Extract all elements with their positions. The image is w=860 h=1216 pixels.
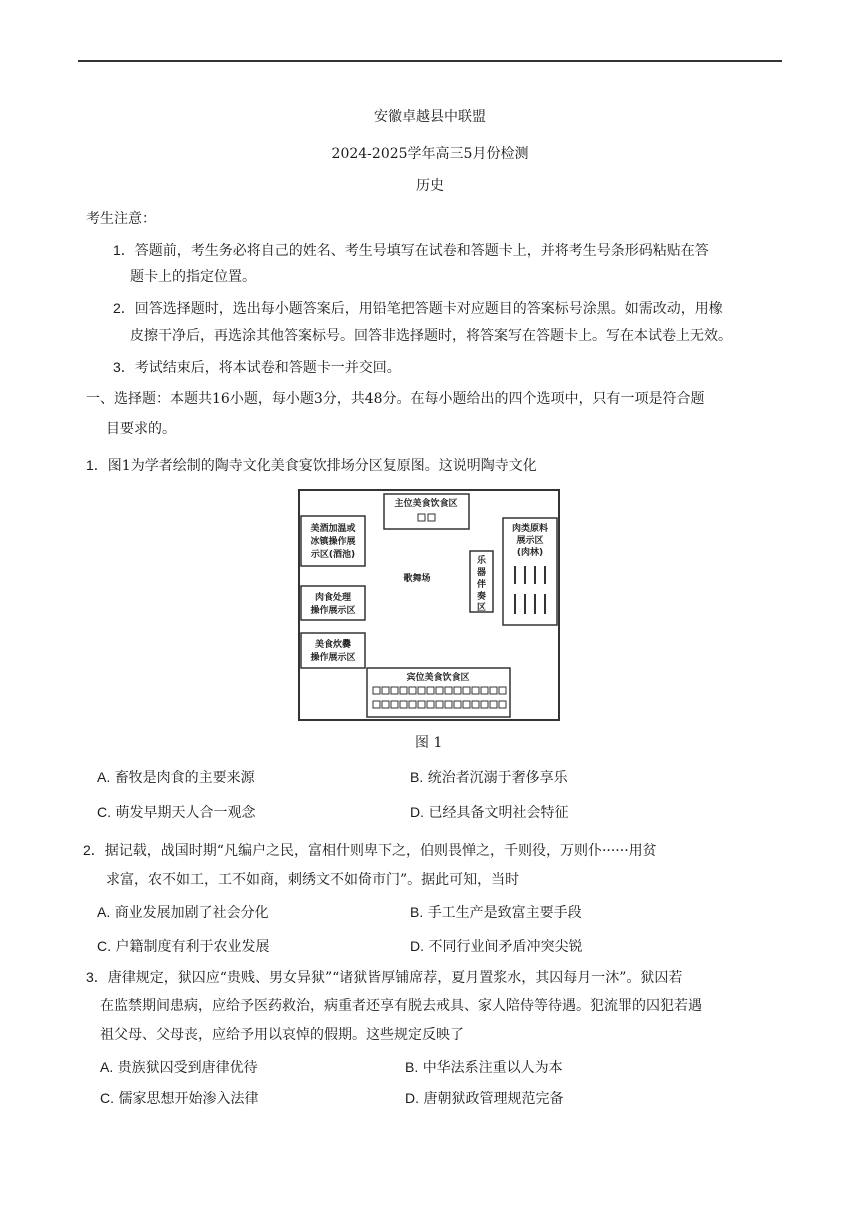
question-2-stem [83,840,657,861]
question-text: 据记载，战国时期“凡编户之民，富相什则卑下之，伯则畏惮之，千则役，万则仆······用贫 [104,843,657,859]
option-text: 畜牧是肉食的主要来源 [114,770,255,786]
seat-icon [373,701,380,708]
seat-icon [427,701,434,708]
notice-text-cont: 皮擦干净后，再选涂其他答案标号。回答非选择题时，将答案写在答题卡上。写在本试卷上无效。 [130,328,732,344]
raw-meat-label: 展示区 [516,536,544,546]
seat-icon [463,687,470,694]
music-label: 器 [476,568,487,578]
question-1-stem [86,455,537,476]
seat-icon [472,701,479,708]
subject-title: 历史 [416,178,444,194]
option-text: 户籍制度有利于农业发展 [115,939,270,955]
option-text: 儒家思想开始渗入法律 [118,1091,259,1107]
notice-text: 答题前，考生务必将自己的姓名、考生号填写在试卷和答题卡上，并将考生号条形码粘贴在答 [134,243,709,259]
raw-meat-zone [503,518,557,625]
option-c [100,1088,258,1109]
option-b [410,902,582,923]
notice-num: 3． [113,359,135,375]
option-text: 唐朝狱政管理规范完备 [423,1091,564,1107]
guest-seat-label: 宾位美食饮食区 [406,673,470,683]
seat-icon [382,701,389,708]
option-d [405,1088,563,1109]
banquet-layout-diagram [297,488,561,722]
option-text: 萌发早期天人合一观念 [115,805,256,821]
option-text: 商业发展加剧了社会分化 [114,905,269,921]
option-letter: B. [405,1059,419,1075]
raw-meat-label: (肉林) [516,548,544,558]
seat-icon [400,687,407,694]
seat-icon [382,687,389,694]
cooking-label: 操作展示区 [310,653,356,663]
meat-rack-icon [515,566,545,614]
seat-icon [418,701,425,708]
option-text: 中华法系注重以人为本 [422,1060,563,1076]
question-text-cont: 求富，农不如工，工不如商，刺绣文不如倚市门”。据此可知，当时 [106,872,520,888]
org-title: 安徽卓越县中联盟 [374,109,486,125]
section-header-cont: 目要求的。 [106,421,176,437]
question-text: 图1为学者绘制的陶寺文化美食宴饮排场分区复原图。这说明陶寺文化 [107,458,537,474]
seat-icon [418,514,425,521]
section-header: 一、选择题：本题共16小题，每小题3分，共48分。在每小题给出的四个选项中，只有一项是符合题 [86,391,705,407]
option-letter: D. [410,804,424,820]
question-num: 3． [86,969,108,985]
seat-icon [418,687,425,694]
notice-item [113,240,709,261]
option-c [97,802,255,823]
option-letter: A. [97,769,111,785]
seat-icon [454,687,461,694]
question-num: 2． [83,842,105,858]
guest-seat-icons [373,687,506,708]
wine-label: 冰镇操作展 [310,537,356,547]
notice-title: 考生注意： [86,211,156,227]
option-letter: A. [100,1059,114,1075]
question-text-cont: 祖父母、父母丧，应给予用以哀悼的假期。这些规定反映了 [100,1027,464,1043]
seat-icon [391,701,398,708]
seat-icon [499,687,506,694]
option-letter: C. [100,1090,114,1106]
seat-icon [436,687,443,694]
music-label: 乐 [476,556,487,566]
seat-icon [391,687,398,694]
notice-text-cont: 题卡上的指定位置。 [130,269,256,285]
music-label: 奏 [476,592,487,602]
raw-meat-label: 肉类原料 [511,524,549,534]
question-text: 唐律规定，狱囚应“贵贱、男女异狱”“诸狱皆厚铺席荐，夏月置浆水，其囚每月一沐”。狱囚若 [107,970,683,986]
option-a [100,1057,258,1078]
option-text: 统治者沉溺于奢侈享乐 [427,770,568,786]
seat-icon [400,701,407,708]
notice-item [113,357,401,378]
main-seat-label: 主位美食饮食区 [394,499,458,509]
option-letter: B. [410,769,424,785]
seat-icon [445,687,452,694]
option-text: 不同行业间矛盾冲突尖锐 [428,939,583,955]
seat-icon [427,687,434,694]
option-letter: A. [97,904,111,920]
notice-text: 考试结束后，将本试卷和答题卡一并交回。 [134,360,401,376]
seat-icon [409,687,416,694]
seat-icon [472,687,479,694]
option-letter: D. [410,938,424,954]
top-rule [78,60,782,62]
notice-text: 回答选择题时，选出每小题答案后，用铅笔把答题卡对应题目的答案标号涂黑。如需改动，用橡 [134,301,723,317]
music-label: 区 [476,603,487,613]
seat-icon [445,701,452,708]
option-text: 贵族狱囚受到唐律优待 [117,1060,258,1076]
notice-item [113,298,723,319]
music-label: 伴 [476,580,487,590]
option-text: 已经具备文明社会特征 [428,805,569,821]
seat-icon [481,687,488,694]
figure-caption: 图 1 [415,735,443,751]
option-a [97,767,255,788]
seat-icon [373,687,380,694]
option-letter: B. [410,904,424,920]
wine-label: 美酒加温或 [310,524,356,534]
option-c [97,936,269,957]
seat-icon [463,701,470,708]
option-text: 手工生产是致富主要手段 [427,905,582,921]
option-letter: D. [405,1090,419,1106]
seat-icon [490,701,497,708]
option-a [97,902,269,923]
cooking-label: 美食炊爨 [314,640,352,650]
exam-title: 2024-2025学年高三5月份检测 [331,146,529,162]
seat-icon [428,514,435,521]
notice-num: 1． [113,242,135,258]
question-text-cont: 在监禁期间患病，应给予医药救治，病重者还享有脱去戒具、家人陪侍等待遇。犯流罪的囚犯若遇 [100,998,702,1014]
meat-processing-label: 操作展示区 [310,606,356,616]
option-d [410,802,568,823]
option-letter: C. [97,804,111,820]
seat-icon [490,687,497,694]
meat-processing-label: 肉食处理 [314,593,352,603]
seat-icon [481,701,488,708]
question-3-stem [86,967,682,988]
seat-icon [499,701,506,708]
option-b [405,1057,563,1078]
wine-label: 示区(酒池) [310,550,356,560]
question-num: 1． [86,457,108,473]
seat-icon [436,701,443,708]
option-letter: C. [97,938,111,954]
dance-label: 歌舞场 [403,574,431,584]
option-b [410,767,568,788]
option-d [410,936,582,957]
seat-icon [409,701,416,708]
seat-icon [454,701,461,708]
notice-num: 2． [113,300,135,316]
